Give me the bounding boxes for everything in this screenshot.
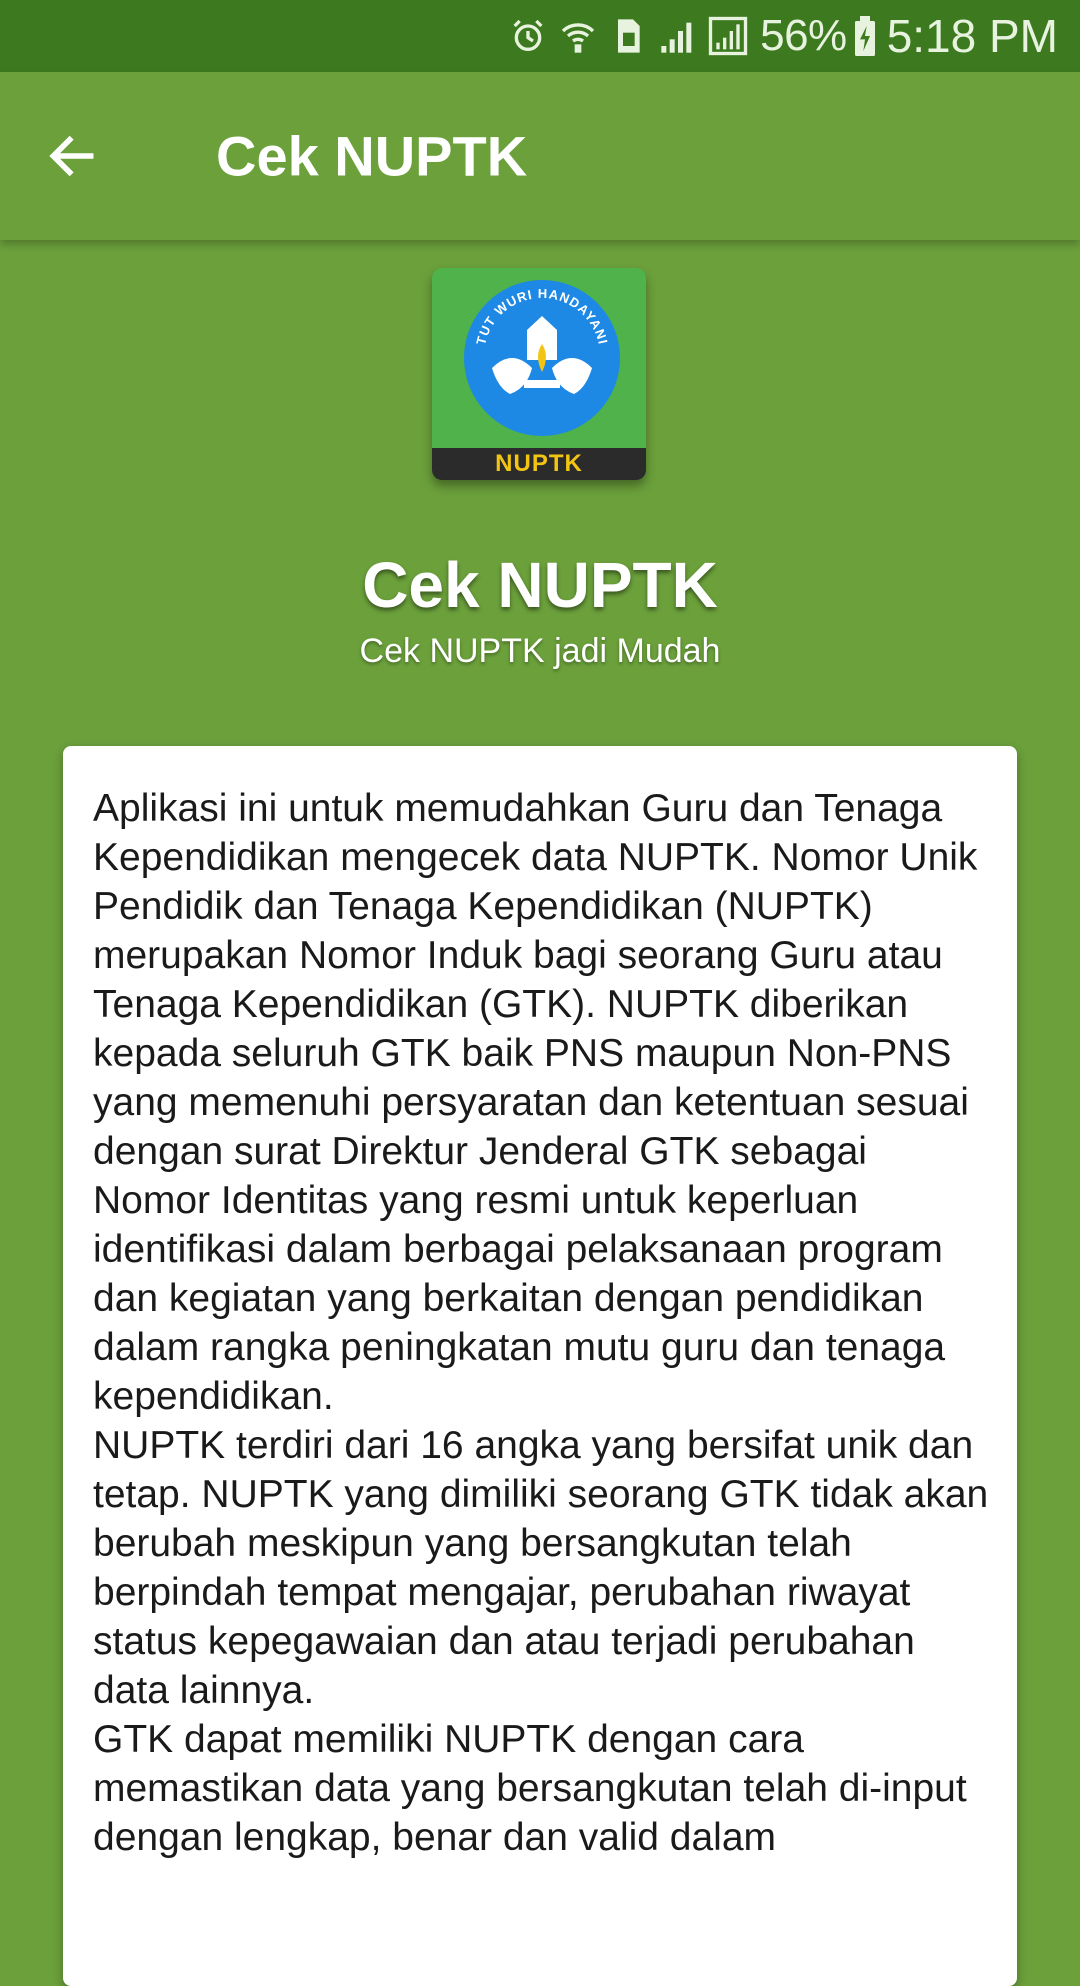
back-button[interactable] xyxy=(36,120,108,192)
app-bar xyxy=(0,72,1080,240)
signal-icon xyxy=(656,12,700,60)
description-paragraph: NUPTK terdiri dari 16 angka yang bersifat unik dan tetap. NUPTK yang dimiliki seorang GTK tidak akan berubah meskipun yang bersangkutan telah berpindah tempat mengajar, perubahan riwayat status kepegawaian dan atau terjadi perubahan data lainnya. xyxy=(93,1424,989,1712)
hero-subtitle: Cek NUPTK jadi Mudah xyxy=(359,632,721,670)
app-logo xyxy=(432,268,646,480)
signal-framed-icon xyxy=(706,12,750,60)
alarm-icon xyxy=(506,12,550,60)
sim-icon xyxy=(606,12,650,60)
battery-charging-icon xyxy=(851,12,879,60)
emblem-text: TUT WURI HANDAYANI xyxy=(473,285,611,347)
hero-title: Cek NUPTK xyxy=(362,549,718,621)
status-bar xyxy=(0,0,1080,72)
arrow-left-icon xyxy=(44,128,100,184)
description-paragraph: Aplikasi ini untuk memudahkan Guru dan Tenaga Kependidikan mengecek data NUPTK. Nomor Unik Pendidik dan Tenaga Kependidikan (NUPTK) merupakan Nomor Induk bagi seorang Guru atau Tenaga Kependidikan (GTK). NUPTK diberikan kepada seluruh GTK baik PNS maupun Non-PNS yang memenuhi persyaratan dan ketentuan sesuai dengan surat Direktur Jenderal GTK sebagai Nomor Identitas yang resmi untuk keperluan identifikasi dalam berbagai pelaksanaan program dan kegiatan yang berkaitan dengan pendidikan dalam rangka peningkatan mutu guru dan tenaga kependidikan. xyxy=(93,787,978,1418)
wifi-calling-icon xyxy=(556,12,600,60)
logo-label: NUPTK xyxy=(495,450,583,477)
description-paragraph: GTK dapat memiliki NUPTK dengan cara memastikan data yang bersangkutan telah di-input dengan lengkap, benar dan valid dalam xyxy=(93,1718,967,1859)
battery-percentage: 56% xyxy=(760,11,847,60)
app-title: Cek NUPTK xyxy=(216,124,528,188)
tut-wuri-handayani-emblem-icon xyxy=(432,268,646,448)
description-card xyxy=(63,746,1017,1986)
clock: 5:18 PM xyxy=(886,10,1058,62)
